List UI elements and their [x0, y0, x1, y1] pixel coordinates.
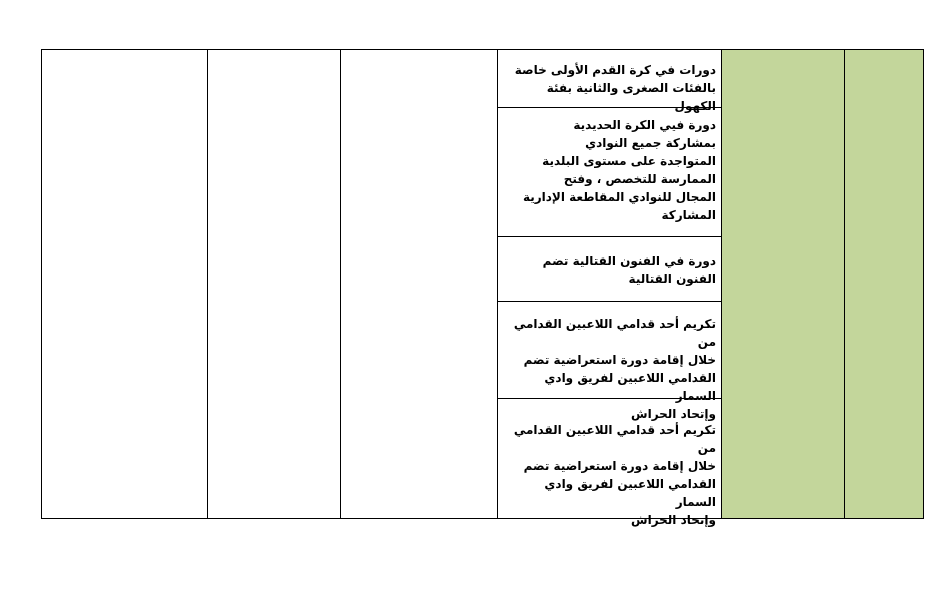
empty-column-2: [207, 49, 340, 519]
empty-column-1: [41, 49, 207, 519]
activity-row: [498, 399, 721, 527]
activities-column: [497, 49, 721, 527]
empty-column-3: [340, 49, 497, 519]
activity-text: دورة فيي الكرة الحديدية بمشاركة جميع النوادي المتواجدة على مستوى البلدية الممارسة للتخصص ، وفتح المجال للنوادي المقاطعة الإدارية المشاركة: [522, 118, 716, 222]
activity-row: [498, 50, 721, 113]
green-column-2: [844, 49, 924, 519]
activity-row: [498, 237, 721, 302]
activity-text: دورات في كرة القدم الأولى خاصة بالفئات الصغرى والثانية بفئة الكهول: [514, 63, 716, 113]
activity-text: دورة في الفنون القتالية تضم الفنون القتالية: [542, 254, 716, 286]
activity-text: تكريم أحد قدامي اللاعبين القدامي من خلال إقامة دورة استعراضية تضم القدامي اللاعبين لفريق وادي السمار وإتحاد الحراش: [513, 423, 716, 527]
green-column-1: [721, 49, 844, 519]
activity-row: [498, 108, 721, 237]
activity-row: [498, 302, 721, 421]
activity-text: تكريم أحد قدامي اللاعبين القدامي من خلال إقامة دورة استعراضية تضم القدامي اللاعبين لفريق وادي السمار وإتحاد الحراش: [513, 317, 716, 421]
activities-table: [41, 49, 924, 527]
